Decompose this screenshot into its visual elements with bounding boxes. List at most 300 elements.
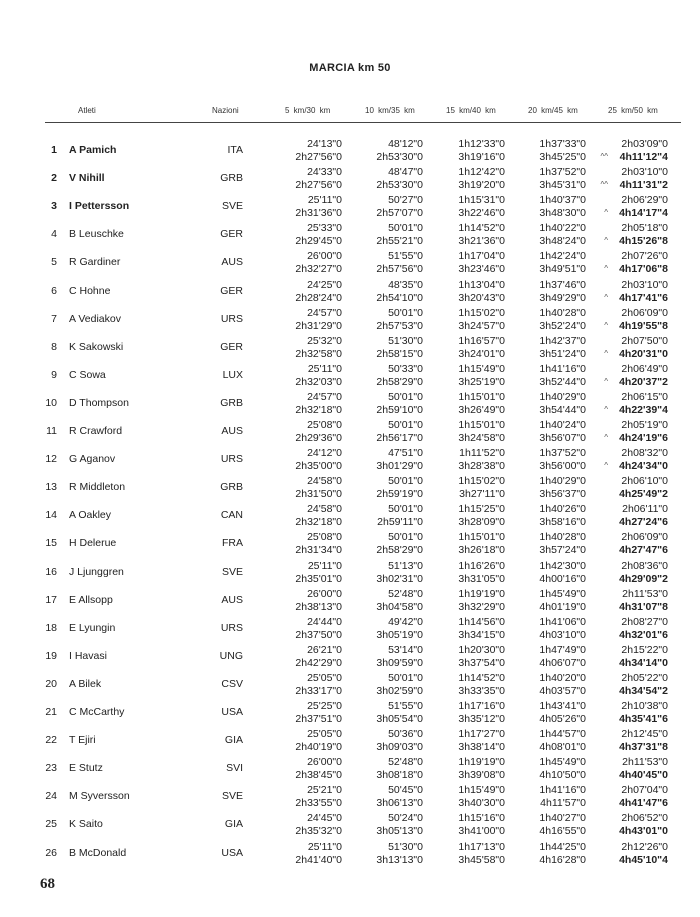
- cumulative-time: 4h35'41"6: [619, 713, 668, 725]
- split-cell: [295, 222, 342, 248]
- cumulative-time: 4h11'12"4: [619, 151, 668, 163]
- split-time: 50'33"0: [388, 362, 423, 375]
- record-marker: ^: [604, 461, 608, 471]
- split-time: 1h13'04"0: [458, 278, 505, 291]
- cumulative-time: 3h37'54"0: [458, 656, 505, 669]
- split-cell: [376, 279, 423, 305]
- cumulative-time: 3h51'24"0: [539, 347, 586, 360]
- split-cell: [619, 784, 668, 810]
- page-number: 68: [40, 876, 55, 892]
- split-time: 2h12'45"0: [621, 728, 668, 741]
- nation: SVE: [221, 790, 243, 803]
- split-cell: [295, 447, 342, 473]
- split-cell: [458, 588, 505, 614]
- split-time: 1h17'13"0: [458, 840, 505, 853]
- rank: 1: [51, 144, 57, 156]
- split-time: 1h37'46"0: [539, 278, 586, 291]
- cumulative-time: 2h58'29"0: [376, 375, 423, 388]
- split-cell: [458, 672, 505, 698]
- split-cell: [376, 194, 423, 220]
- split-time: 1h40'29"0: [539, 475, 586, 488]
- cumulative-time: 2h40'19"0: [295, 741, 342, 754]
- cumulative-time: 3h38'14"0: [458, 741, 505, 754]
- cumulative-time: 3h48'24"0: [539, 235, 586, 248]
- cumulative-time: 3h19'16"0: [458, 151, 505, 163]
- split-time: 1h12'33"0: [458, 138, 505, 150]
- cumulative-time: 2h53'30"0: [376, 179, 423, 192]
- split-time: 1h11'52"0: [459, 447, 505, 460]
- split-cell: [295, 335, 342, 361]
- cumulative-time: 3h34'15"0: [458, 628, 505, 641]
- cumulative-time: 2h57'07"0: [376, 207, 423, 220]
- split-cell: [376, 700, 423, 726]
- split-time: 50'01"0: [388, 475, 423, 488]
- split-time: 50'27"0: [388, 194, 423, 207]
- split-time: 1h44'25"0: [539, 840, 586, 853]
- cumulative-time: 2h32'18"0: [295, 516, 342, 529]
- cumulative-time: 4h32'01"6: [619, 628, 668, 641]
- split-time: 25'32"0: [307, 334, 342, 347]
- split-time: 1h14'52"0: [458, 222, 505, 235]
- split-cell: [619, 644, 668, 670]
- split-time: 1h40'22"0: [539, 222, 586, 235]
- split-time: 1h15'16"0: [458, 812, 505, 825]
- table-row: [0, 671, 700, 706]
- split-cell: [539, 391, 586, 417]
- athlete-name: T Ejiri: [69, 734, 96, 747]
- record-marker: ^^: [600, 152, 608, 161]
- table-row: [0, 728, 700, 762]
- split-cell: [295, 419, 342, 445]
- split-time: 2h07'26"0: [621, 250, 668, 263]
- split-time: 2h11'53"0: [622, 756, 668, 769]
- split-cell: [295, 503, 342, 529]
- cumulative-time: 4h15'26"8: [619, 235, 668, 248]
- cumulative-time: 3h41'00"0: [458, 825, 505, 838]
- cumulative-time: 3h35'12"0: [458, 713, 505, 725]
- cumulative-time: 4h24'19"6: [619, 432, 668, 444]
- nation: GRB: [220, 481, 243, 494]
- split-time: 1h42'24"0: [539, 250, 586, 263]
- split-cell: [458, 194, 505, 220]
- split-cell: [619, 841, 668, 867]
- cumulative-time: 4h29'09"2: [619, 572, 668, 585]
- table-row: [0, 334, 700, 369]
- record-marker: ^: [604, 433, 608, 442]
- cumulative-time: 2h55'21"0: [376, 235, 423, 248]
- cumulative-time: 3h31'05"0: [458, 572, 505, 585]
- cumulative-time: 2h37'51"0: [295, 713, 342, 725]
- rank: 20: [45, 677, 57, 690]
- rank: 11: [46, 425, 57, 437]
- athlete-name: V Nihill: [69, 172, 105, 185]
- cumulative-time: 3h28'09"0: [458, 516, 505, 529]
- split-cell: [539, 531, 586, 557]
- rank: 24: [45, 790, 57, 803]
- split-time: 51'30"0: [388, 840, 423, 853]
- cumulative-time: 2h59'19"0: [376, 488, 423, 501]
- header-split-5: 25 km/50 km: [608, 106, 658, 115]
- record-marker: ^: [604, 320, 608, 330]
- split-time: 1h40'28"0: [539, 531, 586, 544]
- split-cell: [458, 391, 505, 417]
- athlete-name: G Aganov: [69, 453, 116, 466]
- cumulative-time: 2h31'29"0: [295, 319, 342, 332]
- table-row: [0, 587, 700, 622]
- split-cell: [619, 672, 668, 698]
- split-cell: [619, 363, 668, 389]
- cumulative-time: 3h13'13"0: [376, 853, 423, 866]
- cumulative-time: 3h56'00"0: [539, 460, 586, 473]
- split-cell: [376, 222, 423, 248]
- nation: GRB: [220, 172, 243, 185]
- split-time: 50'36"0: [388, 728, 423, 741]
- rank: 8: [51, 340, 57, 353]
- cumulative-time: 3h49'29"0: [539, 291, 586, 304]
- rank: 5: [51, 256, 57, 269]
- nation: USA: [221, 846, 243, 859]
- split-time: 2h10'38"0: [621, 700, 668, 712]
- split-cell: [458, 222, 505, 248]
- split-cell: [458, 616, 505, 642]
- rank: 9: [51, 368, 57, 381]
- split-time: 48'35"0: [388, 278, 423, 291]
- header-split-3: 15 km/40 km: [446, 106, 496, 115]
- split-cell: [377, 503, 423, 529]
- cumulative-time: 2h53'30"0: [376, 151, 423, 163]
- athlete-name: B Leuschke: [69, 228, 124, 241]
- nation: LUX: [222, 368, 243, 381]
- cumulative-time: 4h19'55"8: [619, 319, 668, 332]
- split-cell: [539, 475, 586, 501]
- split-time: 24'57"0: [307, 306, 342, 319]
- rank: 4: [51, 228, 57, 241]
- cumulative-time: 4h31'07"8: [619, 600, 668, 613]
- split-cell: [295, 307, 342, 333]
- split-time: 1h37'52"0: [539, 447, 586, 460]
- split-cell: [619, 531, 668, 557]
- split-time: 1h14'56"0: [458, 615, 505, 628]
- record-marker: ^: [604, 208, 608, 218]
- split-time: 2h06'10"0: [621, 475, 668, 488]
- split-cell: [376, 728, 423, 754]
- nation: SVE: [221, 200, 243, 213]
- split-cell: [619, 307, 668, 333]
- split-cell: [458, 644, 505, 670]
- split-cell: [539, 812, 586, 838]
- athlete-name: A Vediakov: [69, 312, 121, 325]
- rank: 7: [51, 312, 57, 325]
- split-cell: [539, 503, 586, 529]
- split-time: 1h45'49"0: [539, 756, 586, 769]
- cumulative-time: 3h27'11"0: [459, 488, 505, 501]
- split-cell: [376, 447, 423, 473]
- split-cell: [376, 138, 423, 164]
- split-time: 1h45'49"0: [539, 587, 586, 600]
- split-time: 2h08'27"0: [621, 615, 668, 628]
- athlete-name: K Saito: [69, 818, 103, 831]
- cumulative-time: 3h04'58"0: [376, 600, 423, 613]
- cumulative-time: 2h35'00"0: [295, 460, 342, 473]
- split-time: 50'01"0: [388, 306, 423, 319]
- athlete-name: C Sowa: [69, 368, 106, 381]
- split-time: 25'33"0: [307, 222, 342, 235]
- athlete-name: J Ljunggren: [69, 565, 124, 578]
- cumulative-time: 2h42'29"0: [295, 656, 342, 669]
- split-cell: [295, 391, 342, 417]
- cumulative-time: 3h19'20"0: [458, 179, 505, 192]
- split-cell: [619, 391, 668, 417]
- split-time: 24'33"0: [307, 166, 342, 179]
- rank: 12: [45, 453, 57, 466]
- cumulative-time: 2h29'36"0: [295, 432, 342, 444]
- cumulative-time: 4h37'31"8: [619, 741, 668, 754]
- split-cell: [376, 475, 423, 501]
- cumulative-time: 2h54'10"0: [376, 291, 423, 304]
- split-time: 2h11'53"0: [622, 587, 668, 600]
- split-time: 1h12'42"0: [458, 166, 505, 179]
- cumulative-time: 3h23'46"0: [458, 263, 505, 276]
- split-time: 24'25"0: [307, 278, 342, 291]
- cumulative-time: 3h08'18"0: [376, 769, 423, 782]
- split-cell: [539, 756, 586, 782]
- split-cell: [458, 307, 505, 333]
- cumulative-time: 3h54'44"0: [539, 403, 586, 416]
- record-marker: ^: [604, 292, 608, 302]
- cumulative-time: 3h26'18"0: [458, 544, 505, 557]
- split-cell: [539, 194, 586, 220]
- cumulative-time: 4h20'37"2: [619, 375, 668, 388]
- split-time: 1h40'27"0: [539, 812, 586, 825]
- split-cell: [619, 222, 668, 248]
- split-cell: [376, 419, 423, 445]
- split-time: 1h41'06"0: [539, 615, 586, 628]
- split-time: 52'48"0: [388, 756, 423, 769]
- split-time: 2h03'10"0: [621, 278, 668, 291]
- table-row: [0, 306, 700, 341]
- split-cell: [539, 784, 586, 810]
- split-time: 1h17'04"0: [458, 250, 505, 263]
- cumulative-time: 4h00'16"0: [539, 572, 586, 585]
- athlete-name: R Gardiner: [69, 256, 121, 269]
- split-time: 50'01"0: [388, 390, 423, 403]
- athlete-name: E Lyungin: [69, 621, 116, 634]
- split-time: 1h15'02"0: [458, 306, 505, 319]
- split-cell: [295, 672, 342, 698]
- split-time: 2h05'22"0: [621, 671, 668, 684]
- split-time: 2h05'19"0: [621, 419, 668, 431]
- split-cell: [620, 166, 668, 192]
- split-cell: [458, 700, 505, 726]
- split-cell: [376, 841, 423, 867]
- split-time: 50'01"0: [388, 222, 423, 235]
- nation: GRB: [220, 396, 243, 409]
- rank: 21: [45, 706, 57, 718]
- split-time: 50'24"0: [388, 812, 423, 825]
- split-cell: [458, 841, 505, 867]
- split-cell: [295, 250, 342, 276]
- table-row: [0, 138, 700, 172]
- split-time: 50'45"0: [388, 784, 423, 797]
- split-time: 26'00"0: [307, 250, 342, 263]
- nation: AUS: [221, 256, 243, 269]
- split-cell: [295, 279, 342, 305]
- rank: 10: [45, 396, 57, 409]
- split-time: 1h15'25"0: [458, 503, 505, 516]
- record-marker: ^: [604, 348, 608, 358]
- record-marker: ^: [604, 264, 608, 274]
- split-cell: [539, 841, 586, 867]
- split-time: 24'13"0: [307, 138, 342, 150]
- split-cell: [376, 531, 423, 557]
- cumulative-time: 3h05'13"0: [376, 825, 423, 838]
- split-time: 1h44'57"0: [539, 728, 586, 741]
- nation: GIA: [224, 818, 243, 831]
- cumulative-time: 2h57'56"0: [376, 263, 423, 276]
- split-cell: [295, 166, 342, 192]
- athlete-name: M Syversson: [69, 790, 130, 803]
- nation: USA: [221, 706, 243, 718]
- table-row: [0, 194, 700, 228]
- split-time: 50'01"0: [388, 419, 423, 431]
- athlete-name: C McCarthy: [69, 706, 125, 718]
- split-cell: [295, 841, 342, 867]
- cumulative-time: 2h59'11"0: [377, 516, 423, 529]
- split-time: 1h16'26"0: [458, 559, 505, 572]
- cumulative-time: 3h56'07"0: [539, 432, 586, 444]
- split-time: 2h03'10"0: [621, 166, 668, 179]
- nation: UNG: [219, 649, 243, 662]
- table-row: [0, 362, 700, 397]
- cumulative-time: 4h25'49"2: [619, 488, 668, 501]
- header-nations: Nazioni: [212, 106, 239, 115]
- cumulative-time: 3h02'59"0: [376, 684, 423, 697]
- split-cell: [295, 728, 342, 754]
- split-cell: [458, 475, 505, 501]
- cumulative-time: 3h26'49"0: [458, 403, 505, 416]
- split-time: 26'00"0: [307, 587, 342, 600]
- cumulative-time: 4h05'26"0: [539, 713, 586, 725]
- split-cell: [619, 447, 668, 473]
- cumulative-time: 4h08'01"0: [539, 741, 586, 754]
- header-split-1: 5 km/30 km: [285, 106, 331, 115]
- split-cell: [295, 363, 342, 389]
- split-cell: [539, 447, 586, 473]
- cumulative-time: 2h32'18"0: [295, 403, 342, 416]
- athlete-name: K Sakowski: [69, 340, 124, 353]
- split-time: 49'42"0: [388, 615, 423, 628]
- split-cell: [458, 812, 505, 838]
- athlete-name: A Oakley: [69, 509, 112, 522]
- cumulative-time: 2h58'15"0: [376, 347, 423, 360]
- split-time: 26'00"0: [307, 756, 342, 769]
- cumulative-time: 4h17'06"8: [619, 263, 668, 276]
- cumulative-time: 4h03'10"0: [539, 628, 586, 641]
- split-time: 50'01"0: [388, 503, 423, 516]
- table-row: [0, 559, 700, 594]
- cumulative-time: 3h39'08"0: [458, 769, 505, 782]
- split-time: 2h06'11"0: [622, 503, 668, 516]
- split-cell: [619, 700, 668, 726]
- cumulative-time: 3h06'13"0: [376, 797, 423, 810]
- table-row: [0, 503, 700, 537]
- split-time: 1h37'52"0: [539, 166, 586, 179]
- split-cell: [619, 616, 668, 642]
- split-time: 24'57"0: [307, 390, 342, 403]
- cumulative-time: 3h02'31"0: [376, 572, 423, 585]
- rank: 18: [45, 621, 57, 634]
- split-cell: [295, 531, 342, 557]
- split-cell: [458, 138, 505, 164]
- table-row: [0, 700, 700, 734]
- cumulative-time: 3h24'57"0: [458, 319, 505, 332]
- nation: SVE: [221, 565, 243, 578]
- split-time: 2h12'26"0: [621, 840, 668, 853]
- cumulative-time: 3h58'16"0: [539, 516, 586, 529]
- split-time: 51'13"0: [388, 559, 423, 572]
- cumulative-time: 2h58'29"0: [376, 544, 423, 557]
- rank: 19: [45, 649, 57, 662]
- split-time: 25'08"0: [307, 531, 342, 544]
- split-cell: [619, 194, 668, 220]
- split-cell: [295, 812, 342, 838]
- split-cell: [376, 307, 423, 333]
- cumulative-time: 4h24'34"0: [619, 460, 668, 473]
- split-time: 25'08"0: [307, 419, 342, 431]
- cumulative-time: 2h32'27"0: [295, 263, 342, 276]
- split-time: 1h17'27"0: [458, 728, 505, 741]
- split-time: 48'12"0: [388, 138, 423, 150]
- table-row: [0, 756, 700, 790]
- cumulative-time: 4h45'10"4: [619, 853, 668, 866]
- nation: GIA: [224, 734, 243, 747]
- split-cell: [376, 784, 423, 810]
- athlete-name: E Allsopp: [69, 593, 113, 606]
- split-cell: [539, 560, 586, 586]
- athlete-name: C Hohne: [69, 284, 111, 297]
- record-marker: ^: [604, 236, 608, 246]
- rank: 23: [45, 762, 57, 775]
- cumulative-time: 2h41'40"0: [295, 853, 342, 866]
- table-row: [0, 643, 700, 678]
- header-divider: [45, 122, 681, 123]
- cumulative-time: 4h27'24"6: [619, 516, 668, 529]
- cumulative-time: 2h32'58"0: [295, 347, 342, 360]
- nation: CSV: [221, 677, 243, 690]
- split-cell: [619, 503, 668, 529]
- split-cell: [376, 812, 423, 838]
- split-time: 25'11"0: [307, 559, 342, 572]
- split-cell: [376, 391, 423, 417]
- split-cell: [539, 138, 586, 164]
- record-marker: ^: [604, 376, 608, 386]
- athlete-name: D Thompson: [69, 396, 129, 409]
- cumulative-time: 3h56'37"0: [539, 488, 586, 501]
- cumulative-time: 4h22'39"4: [619, 403, 668, 416]
- split-time: 1h16'57"0: [458, 334, 505, 347]
- header-athletes: Atleti: [78, 106, 96, 115]
- split-cell: [376, 616, 423, 642]
- split-time: 25'05"0: [307, 671, 342, 684]
- athlete-name: R Crawford: [69, 425, 123, 437]
- split-cell: [458, 279, 505, 305]
- split-time: 2h15'22"0: [621, 643, 668, 656]
- split-cell: [295, 616, 342, 642]
- split-cell: [458, 756, 505, 782]
- split-time: 2h08'36"0: [621, 559, 668, 572]
- cumulative-time: 4h17'41"6: [619, 291, 668, 304]
- split-time: 50'01"0: [388, 531, 423, 544]
